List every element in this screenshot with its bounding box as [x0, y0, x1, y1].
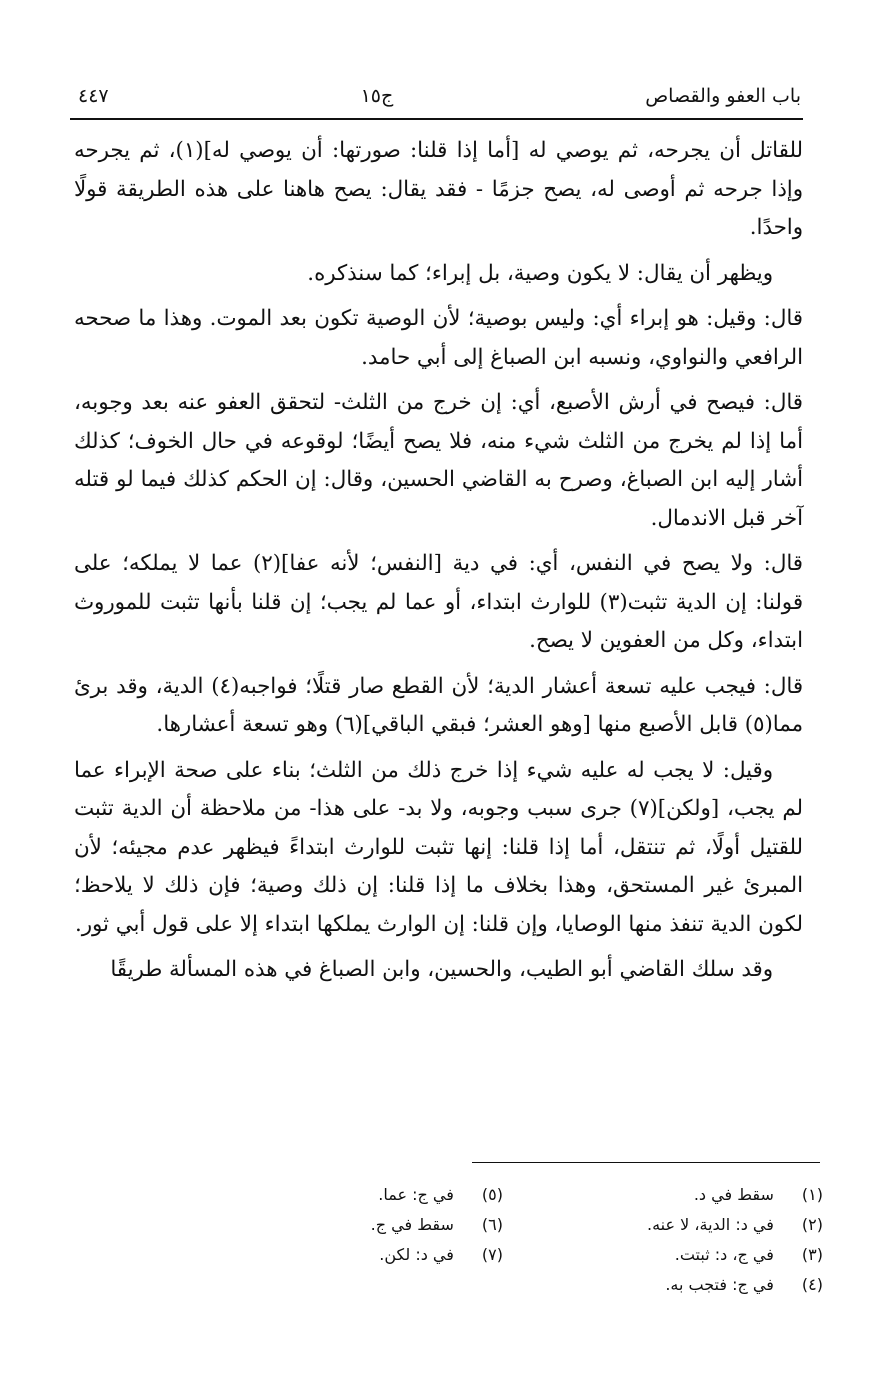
chapter-title: باب العفو والقصاص	[645, 85, 801, 107]
footnote	[647, 1180, 823, 1210]
paragraph: قال: فيجب عليه تسعة أعشار الدية؛ لأن القطع صار قتلًا؛ فواجبه(٤) الدية، وقد برئ مما(٥) قابل الأصبع منها [وهو العشر؛ فبقي الباقي](٦) وهو تسعة أعشارها.	[74, 673, 803, 737]
page-number: ٤٤٧	[78, 85, 109, 107]
paragraph: للقاتل أن يجرحه، ثم يوصي له [أما إذا قلنا: صورتها: أن يوصي له](١)، ثم يجرحه وإذا جرحه ثم أوصى له، يصح جزمًا - فقد يقال: يصح هاهنا على هذه الطريقة قولًا واحدًا.	[74, 138, 804, 240]
footnote-text: في د: لكن.	[379, 1245, 454, 1264]
main-text	[74, 132, 803, 997]
footnote-number: (٢)	[801, 1215, 823, 1234]
header-divider	[70, 118, 803, 120]
footnote	[647, 1270, 823, 1300]
volume-label: ج١٥	[360, 85, 394, 107]
footnotes-column-left	[371, 1180, 503, 1270]
footnote	[647, 1210, 823, 1240]
footnote	[647, 1240, 823, 1270]
footnote	[371, 1240, 503, 1270]
paragraph: وقيل: لا يجب له عليه شيء إذا خرج ذلك من الثلث؛ بناء على صحة الإبراء عما لم يجب، [ولكن](٧) جرى سبب وجوبه، ولا بد- على هذا- من ملاحظة أن الدية تثبت للقتيل أولًا، ثم تنتقل، أما إذا قلنا: إنها تثبت للوارث ابتداءً فيظهر عدم مجيئه؛ لأن المبرئ غير المستحق، وهذا بخلاف ما إذا قلنا: إن ذلك وصية؛ فإن ذلك لا يلاحظ؛ لكون الدية تنفذ منها الوصايا، وإن قلنا: إن الوارث يملكها ابتداء إلا على قول أبي ثور.	[74, 757, 803, 937]
footnote-number: (٣)	[801, 1245, 823, 1264]
paragraph: قال: فيصح في أرش الأصبع، أي: إن خرج من الثلث- لتحقق العفو عنه بعد وجوبه، أما إذا لم يخرج من الثلث شيء منه، فلا يصح أيضًا؛ لوقوعه في حال الخوف؛ كذلك أشار إليه ابن الصباغ، وصرح به القاضي الحسين، وقال: إن الحكم كذلك فيما لو قتله آخر قبل الاندمال.	[74, 390, 803, 531]
footnote-number: (٦)	[481, 1215, 503, 1234]
footnote	[371, 1210, 503, 1240]
footnote	[371, 1180, 503, 1210]
paragraph: قال: ولا يصح في النفس، أي: في دية [النفس؛ لأنه عفا](٢) عما لا يملكه؛ على قولنا: إن الدية تثبت(٣) للوارث ابتداء، أو عما لم يجب؛ إن قلنا بأنها تثبت للموروث ابتداء، وكل من العفوين لا يصح.	[74, 551, 803, 653]
footnote-text: في ج، د: ثبتت.	[674, 1245, 774, 1264]
footnote-text: في ج: فتجب به.	[665, 1275, 774, 1294]
footnote-text: سقط في د.	[693, 1185, 774, 1204]
footnote-text: سقط في ج.	[370, 1215, 454, 1234]
footnotes-column-right	[647, 1180, 823, 1300]
footnote-number: (٧)	[481, 1245, 503, 1264]
footnote-number: (٥)	[481, 1185, 503, 1204]
footnote-number: (٤)	[801, 1275, 823, 1294]
paragraph: قال: وقيل: هو إبراء أي: وليس بوصية؛ لأن الوصية تكون بعد الموت. وهذا ما صححه الرافعي والنواوي، ونسبه ابن الصباغ إلى أبي حامد.	[74, 306, 803, 370]
page-header	[78, 76, 801, 116]
footnote-text: في ج: عما.	[378, 1185, 454, 1204]
footnote-number: (١)	[801, 1185, 823, 1204]
paragraph: وقد سلك القاضي أبو الطيب، والحسين، وابن الصباغ في هذه المسألة طريقًا	[110, 957, 773, 982]
footnote-text: في د: الدية، لا عنه.	[646, 1215, 774, 1234]
paragraph: ويظهر أن يقال: لا يكون وصية، بل إبراء؛ كما سنذكره.	[307, 260, 773, 286]
footnote-divider	[472, 1162, 820, 1163]
